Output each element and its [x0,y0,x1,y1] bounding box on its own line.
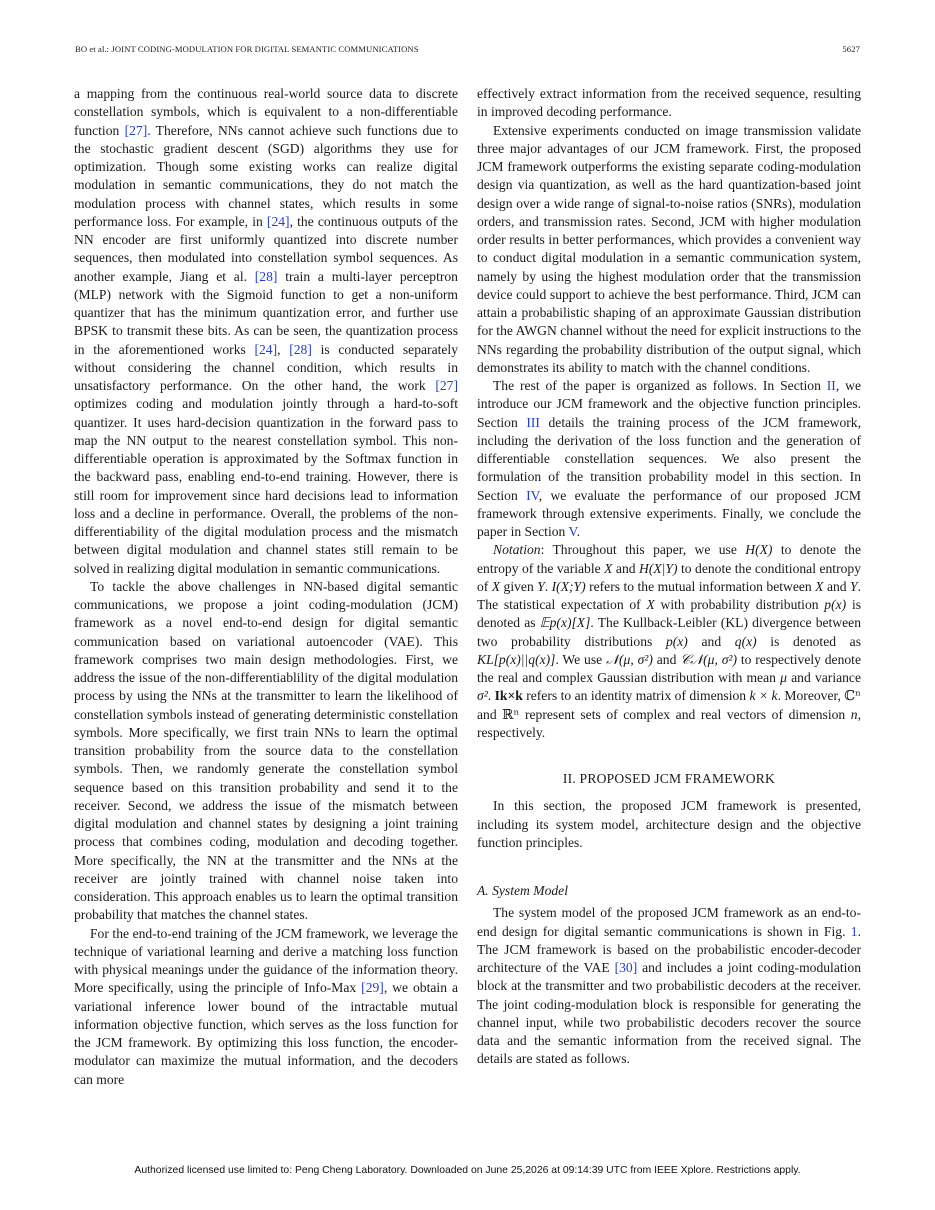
citation-link[interactable]: [28] [289,341,312,357]
paragraph: The rest of the paper is organized as follows. In Section II, we introduce our JCM framework and the objective function principles. Section III details the training process of the JCM framework, including the derivation of the loss function and the generation of differentiable constellation sequences. We also present the formulation of the transition probability model in this section. In Section IV, we evaluate the performance of our proposed JCM framework through extensive experiments. Finally, we conclude the paper in Section V. [477,378,861,539]
left-column [74,85,458,1089]
paragraph: To tackle the above challenges in NN-based digital semantic communications, we propose a joint coding-modulation (JCM) framework as a novel end-to-end design for digital semantic communication based on variational autoencoder (VAE). This framework comprises two main design methodologies. First, we address the issue of the non-differentiablility of the digital modulation process by using the NNs at the transmitter to learn the likelihood of constellation symbols instead of generating deterministic constellation symbols. More specifically, we first train NNs to learn the optimal transition probability from the source data to the constellation symbols. Then, we randomly generate the constellation symbol sequence based on this transition probability and send it to the receiver. Second, we address the issue of the mismatch between digital modulation and channel states by designing a joint training process that combines coding, modulation and decoding together. More specifically, the NN at the transmitter and the NNs at the receiver are jointly trained with channel noise taken into consideration. This approach enables us to learn the optimal transition probability that matches the channel states. [74,578,458,923]
citation-link[interactable]: [27] [435,378,458,393]
paragraph: In this section, the proposed JCM framework is presented, including its system model, architecture design and the objective function principles. [477,798,861,850]
citation-link[interactable]: [29] [361,980,384,996]
paragraph: The system model of the proposed JCM framework as an end-to-end design for digital semantic communications is shown in Fig. 1. The JCM framework is based on the probabilistic encoder-decoder architecture of the VAE [30] and includes a joint coding-modulation block at the transmitter and two probabilistic decoders at the receiver. The joint coding-modulation block is responsible for generating the channel input, while two probabilistic decoders recover the source data and the semantic information from the received signal. The details are stated as follows. [477,905,862,1067]
page-number: 5627 [842,44,860,54]
section-link[interactable]: V [568,524,577,539]
citation-link[interactable]: [30] [614,960,638,975]
citation-link[interactable]: [27] [124,122,148,138]
section-link[interactable]: IV [526,487,539,503]
citation-link[interactable]: [28] [254,268,278,284]
paragraph: For the end-to-end training of the JCM framework, we leverage the technique of variational learning and derive a matching loss function with physical meanings under the guidance of the information theory. More specifically, using the principle of Info-Max [29], we obtain a variational inference lower bound of the intractable mutual information objective function, which serves as the loss function for the JCM framework. By optimizing this loss function, the encoder-modulator can maximize the mutual information, and the decoders can more [74,925,458,1087]
paragraph: effectively extract information from the received sequence, resulting in improved decoding performance. [477,86,861,120]
paragraph: Extensive experiments conducted on image transmission validate three major advantages of our JCM framework. First, the proposed JCM framework outperforms the existing separate coding-modulation design via quantization, as well as the hard quantization-based joint design over a wide range of signal-to-noise ratios (SNRs), modulation orders, and transmission rates. Second, JCM with higher modulation order results in better performances, which provides a convenient way to conduct digital modulation in a semantic communication system, namely by using the highest modulation order that the transmission device could support to achieve the best performance. Third, JCM can attain a probabilistic shaping of an approximate Gaussian distribution for the AWGN channel without the need for explicit instructions to the NNs regarding the probability distribution of the output signal, which demonstrates its ability to match with the channel conditions. [477,122,861,375]
citation-link[interactable]: [24] [266,213,290,229]
section-link[interactable]: III [526,414,540,430]
citation-link[interactable]: [24] [254,341,278,357]
section-link[interactable]: II [826,378,836,393]
notation-paragraph: Notation: Throughout this paper, we use H(X) to denote the entropy of the variable X and H(X|Y) to denote the conditional entropy of X given Y. I(X;Y) refers to the mutual information between X and Y. The statistical expectation of X with probability distribution p(x) is denoted as 𝔼p(x)[X]. The Kullback-Leibler (KL) divergence between two probability distributions p(x) and q(x) is denoted as KL[p(x)||q(x)]. We use 𝒩(μ, σ²) and 𝒞𝒩(μ, σ²) to respectively denote the real and complex Gaussian distribution with mean μ and variance σ². Ik×k refers to an identity matrix of dimension k × k. Moreover, ℂⁿ and ℝⁿ represent sets of complex and real vectors of dimension n, respectively. [477,542,862,740]
page-header [75,44,860,58]
right-column [477,85,861,1069]
running-title: BO et al.: JOINT CODING-MODULATION FOR DIGITAL SEMANTIC COMMUNICATIONS [75,44,419,54]
paragraph: a mapping from the continuous real-world source data to discrete constellation symbols, which is equivalent to a non-differentiable function [27]. Therefore, NNs cannot achieve such functions due to the stochastic gradient descent (SGD) algorithms they use for optimization. Though some existing works can realize digital modulation in semantic communications, they do not match the modulation process with channel states, which results in some performance loss. For example, in [24], the continuous outputs of the NN encoder are first uniformly quantized into discrete number sequences, then modulated into constellation symbol sequences. As another example, Jiang et al. [28] train a multi-layer perceptron (MLP) network with the Sigmoid function to get a non-uniform quantizer that has the minimum quantization error, and further use BPSK to transmit these bits. As can be seen, the quantization process in the aforementioned works [24], [28] is conducted separately without considering the channel condition, which results in unsatisfactory performance. On the other hand, the work [27] optimizes coding and modulation jointly through a hard-to-soft quantizer. It uses hard-decision quantization in the forward pass to map the NN output to the nearest constellation symbol. This non-differentiable operation is approximated by the Softmax function in the backward pass, enabling end-to-end training. However, there is still room for improvement since hard decisions lead to information loss and a decline in performance. Overall, the problems of the non-differentiability of the digital modulation process and the mismatch between digital modulation and channel states still remain to be solved in realizing digital modulation in semantic communications. [74,86,458,576]
subsection-heading: A. System Model [477,883,568,898]
section-heading: II. PROPOSED JCM FRAMEWORK [562,771,776,786]
download-notice: Authorized licensed use limited to: Peng Cheng Laboratory. Downloaded on June 25,2026 at 09:14:39 UTC from IEEE Xplore. Restrictions apply. [134,1165,801,1176]
figure-link[interactable]: 1 [850,923,858,939]
